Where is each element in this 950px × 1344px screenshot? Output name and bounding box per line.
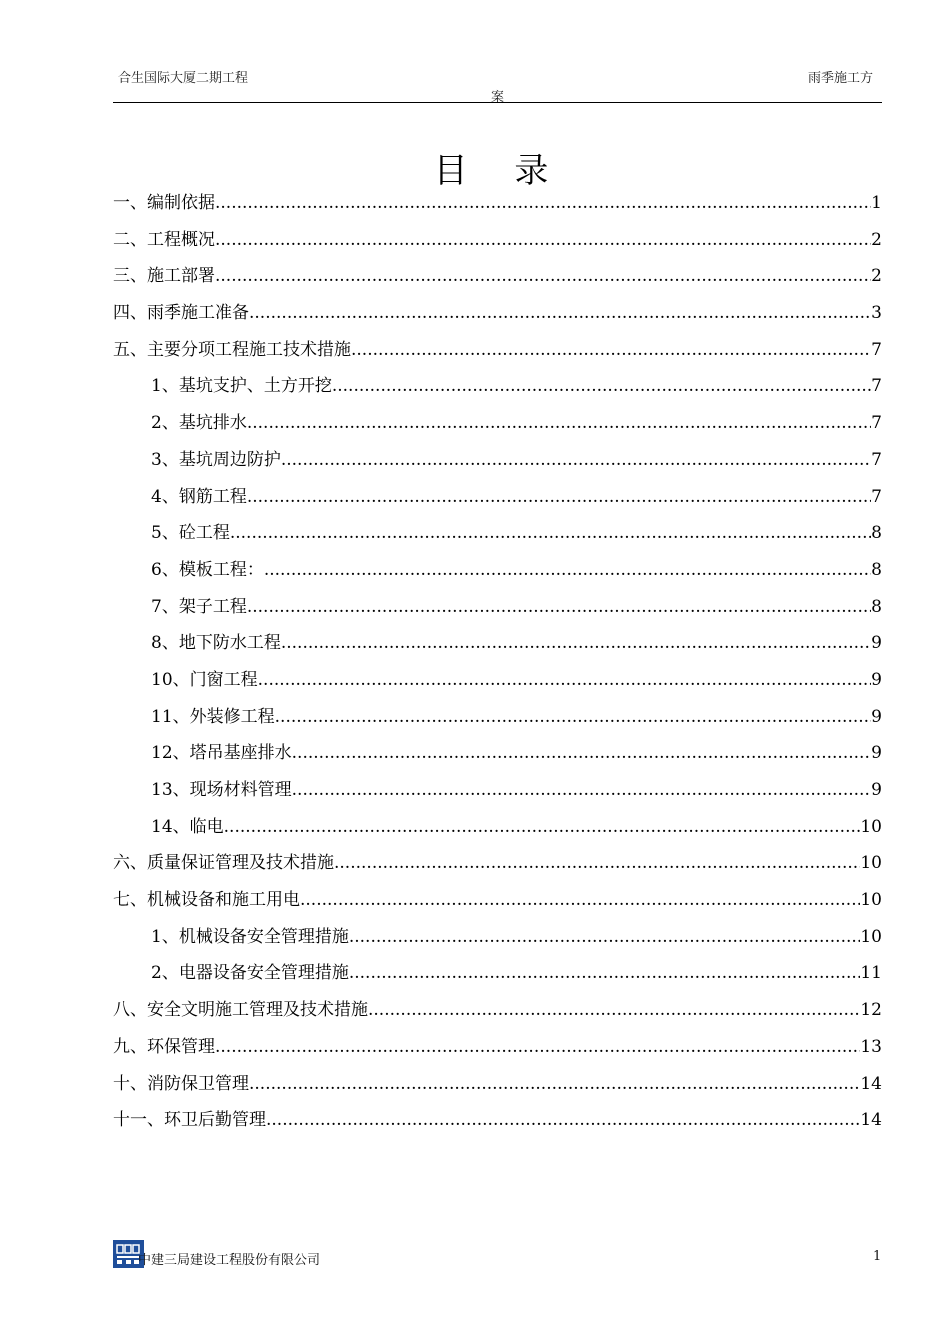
toc-entry[interactable] — [113, 735, 882, 772]
toc-dot-leader — [332, 368, 871, 405]
toc-dot-leader — [300, 882, 860, 919]
toc-dot-leader — [275, 699, 872, 736]
toc-entry-label: 四、雨季施工准备 — [113, 303, 249, 324]
toc-dot-leader — [215, 258, 871, 295]
toc-entry-page: 1 — [871, 193, 882, 213]
toc-entry[interactable] — [113, 919, 882, 956]
toc-entry-label: 二、工程概况 — [113, 229, 215, 250]
toc-entry-page: 11 — [860, 963, 882, 984]
toc-entry[interactable] — [113, 589, 882, 626]
toc-entry[interactable] — [113, 442, 882, 479]
toc-entry-label: 14、临电 — [151, 816, 224, 837]
toc-dot-leader — [349, 955, 861, 992]
toc-entry-label: 1、机械设备安全管理措施 — [151, 926, 349, 947]
toc-entry-label: 十一、环卫后勤管理 — [113, 1110, 266, 1131]
table-of-contents — [113, 185, 882, 1139]
toc-entry-label: 2、基坑排水 — [151, 413, 247, 434]
toc-entry-page: 8 — [871, 523, 882, 544]
toc-entry-page: 10 — [860, 816, 882, 837]
header-project-name: 合生国际大厦二期工程 — [118, 71, 249, 86]
header-rule — [113, 102, 882, 103]
toc-entry[interactable] — [113, 1029, 882, 1066]
toc-entry-page: 9 — [871, 743, 882, 764]
toc-entry[interactable] — [113, 845, 882, 882]
toc-entry-page: 7 — [871, 413, 882, 434]
toc-entry-page: 2 — [871, 229, 882, 250]
toc-entry[interactable] — [113, 1066, 882, 1103]
toc-entry[interactable] — [113, 809, 882, 846]
toc-dot-leader — [292, 735, 872, 772]
toc-entry-label: 五、主要分项工程施工技术措施 — [113, 339, 351, 360]
toc-entry-page: 2 — [871, 266, 882, 287]
toc-entry-page: 10 — [860, 926, 882, 947]
toc-dot-leader — [249, 1066, 860, 1103]
toc-entry-page: 12 — [860, 1000, 882, 1021]
toc-dot-leader — [349, 919, 861, 956]
header-document-name: 雨季施工方 — [808, 71, 874, 86]
toc-entry-page: 14 — [860, 1073, 882, 1094]
toc-entry-label: 13、现场材料管理 — [151, 780, 292, 800]
toc-entry[interactable] — [113, 699, 882, 736]
toc-entry-page: 9 — [871, 706, 882, 727]
toc-dot-leader — [249, 295, 871, 332]
toc-dot-leader — [247, 405, 871, 442]
toc-entry-page: 8 — [871, 596, 882, 617]
toc-entry-page: 10 — [860, 890, 882, 911]
toc-dot-leader — [215, 222, 871, 259]
toc-entry-label: 八、安全文明施工管理及技术措施 — [113, 1000, 368, 1021]
toc-entry[interactable] — [113, 295, 882, 332]
toc-dot-leader — [292, 772, 872, 809]
toc-entry[interactable] — [113, 368, 882, 405]
toc-entry[interactable] — [113, 258, 882, 295]
toc-dot-leader — [247, 589, 871, 626]
toc-entry[interactable] — [113, 515, 882, 552]
toc-entry-label: 11、外装修工程 — [151, 706, 275, 727]
toc-dot-leader — [281, 625, 871, 662]
toc-entry[interactable] — [113, 772, 882, 809]
footer-page-number: 1 — [873, 1249, 882, 1264]
toc-entry-page: 9 — [871, 633, 882, 654]
toc-entry-label: 7、架子工程 — [151, 596, 247, 617]
toc-entry[interactable] — [113, 625, 882, 662]
toc-entry-page: 9 — [871, 669, 882, 690]
toc-entry[interactable] — [113, 552, 882, 589]
toc-dot-leader — [334, 845, 860, 882]
toc-entry-page: 13 — [860, 1036, 882, 1057]
toc-dot-leader — [215, 185, 871, 222]
toc-entry-label: 8、地下防水工程 — [151, 633, 281, 654]
toc-entry[interactable] — [113, 332, 882, 369]
toc-dot-leader — [224, 809, 861, 846]
toc-dot-leader — [215, 1029, 860, 1066]
toc-dot-leader — [264, 552, 871, 589]
toc-entry-label: 六、质量保证管理及技术措施 — [113, 853, 334, 874]
toc-entry-label: 10、门窗工程 — [151, 669, 258, 690]
toc-entry-page: 9 — [871, 780, 882, 800]
footer-company-name: 中建三局建设工程股份有限公司 — [138, 1253, 321, 1268]
toc-entry-label: 6、模板工程： — [151, 559, 264, 580]
toc-entry-label: 3、基坑周边防护 — [151, 449, 281, 470]
toc-entry[interactable] — [113, 662, 882, 699]
toc-entry-page: 7 — [871, 339, 882, 360]
toc-entry-page: 3 — [871, 303, 882, 324]
toc-dot-leader — [258, 662, 872, 699]
toc-entry-page: 7 — [871, 376, 882, 397]
toc-entry[interactable] — [113, 882, 882, 919]
toc-entry-label: 2、电器设备安全管理措施 — [151, 963, 349, 984]
toc-entry[interactable] — [113, 222, 882, 259]
toc-entry-label: 5、砼工程 — [151, 523, 230, 544]
toc-entry-label: 七、机械设备和施工用电 — [113, 890, 300, 911]
toc-entry[interactable] — [113, 405, 882, 442]
toc-entry-page: 7 — [871, 486, 882, 507]
header-document-name-wrap: 案 — [491, 90, 505, 105]
toc-entry-label: 三、施工部署 — [113, 266, 215, 287]
toc-dot-leader — [368, 992, 860, 1029]
toc-entry[interactable] — [113, 185, 882, 222]
toc-entry-page: 8 — [871, 559, 882, 580]
toc-entry-page: 7 — [871, 449, 882, 470]
toc-entry[interactable] — [113, 479, 882, 516]
toc-entry-label: 4、钢筋工程 — [151, 486, 247, 507]
toc-dot-leader — [247, 479, 871, 516]
toc-dot-leader — [281, 442, 871, 479]
toc-entry-label: 1、基坑支护、土方开挖 — [151, 376, 332, 397]
toc-entry[interactable] — [113, 992, 882, 1029]
toc-entry-label: 十、消防保卫管理 — [113, 1073, 249, 1094]
toc-entry[interactable] — [113, 955, 882, 992]
toc-entry-label: 九、环保管理 — [113, 1036, 215, 1057]
toc-dot-leader — [351, 332, 871, 369]
toc-dot-leader — [230, 515, 871, 552]
toc-entry-page: 10 — [860, 853, 882, 874]
toc-entry-page: 14 — [860, 1110, 882, 1131]
toc-entry[interactable] — [113, 1102, 882, 1139]
toc-title: 目 录 — [433, 151, 567, 191]
toc-dot-leader — [266, 1102, 860, 1139]
toc-entry-label: 一、编制依据 — [113, 193, 215, 213]
toc-entry-label: 12、塔吊基座排水 — [151, 743, 292, 764]
